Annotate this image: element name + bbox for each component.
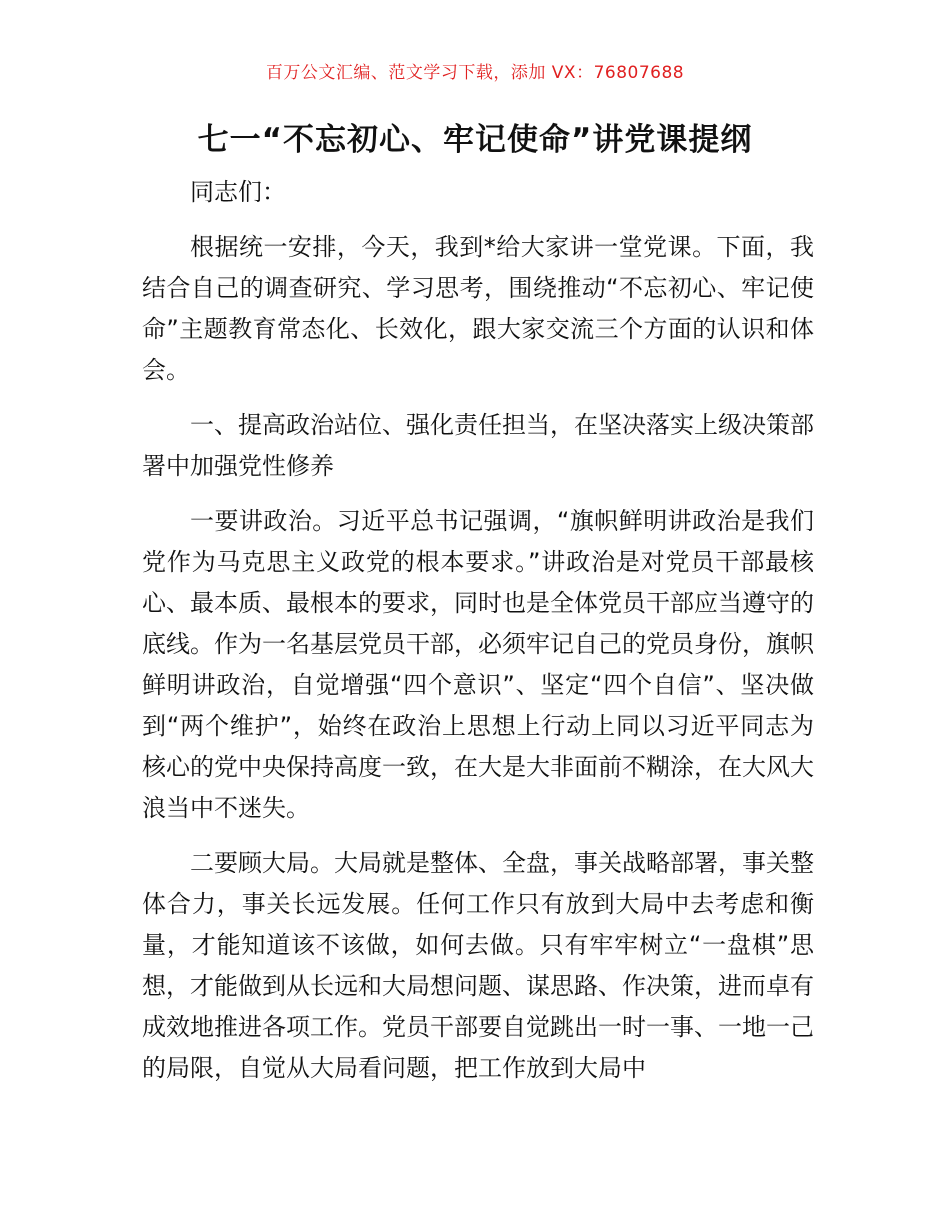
section-heading-1: 一、提高政治站位、强化责任担当，在坚决落实上级决策部署中加强党性修养 — [142, 411, 814, 480]
salutation: 同志们： — [190, 178, 286, 206]
intro-paragraph: 根据统一安排，今天，我到*给大家讲一堂党课。下面，我结合自己的调查研究、学习思考，围绕推动“不忘初心、牢记使命”主题教育常态化、长效化，跟大家交流三个方面的认识和体会。 — [142, 233, 814, 384]
header-banner: 百万公文汇编、范文学习下载，添加 VX：76807688 — [265, 63, 685, 83]
document-body — [142, 172, 814, 1103]
body-paragraph: 一要讲政治。习近平总书记强调，“旗帜鲜明讲政治是我们党作为马克思主义政党的根本要求。”讲政治是对党员干部最核心、最本质、最根本的要求，同时也是全体党员干部应当遵守的底线。作为一名基层党员干部，必须牢记自己的党员身份，旗帜鲜明讲政治，自觉增强“四个意识”、坚定“四个自信”、坚决做到“两个维护”，始终在政治上思想上行动上同以习近平同志为核心的党中央保持高度一致，在大是大非面前不糊涂，在大风大浪当中不迷失。 — [142, 507, 814, 822]
body-paragraph: 二要顾大局。大局就是整体、全盘，事关战略部署，事关整体合力，事关长远发展。任何工作只有放到大局中去考虑和衡量，才能知道该不该做，如何去做。只有牢牢树立“一盘棋”思想，才能做到从长远和大局想问题、谋思路、作决策，进而卓有成效地推进各项工作。党员干部要自觉跳出一时一事、一地一己的局限，自觉从大局看问题，把工作放到大局中 — [142, 849, 814, 1082]
document-title: 七一“不忘初心、牢记使命”讲党课提纲 — [197, 122, 753, 158]
